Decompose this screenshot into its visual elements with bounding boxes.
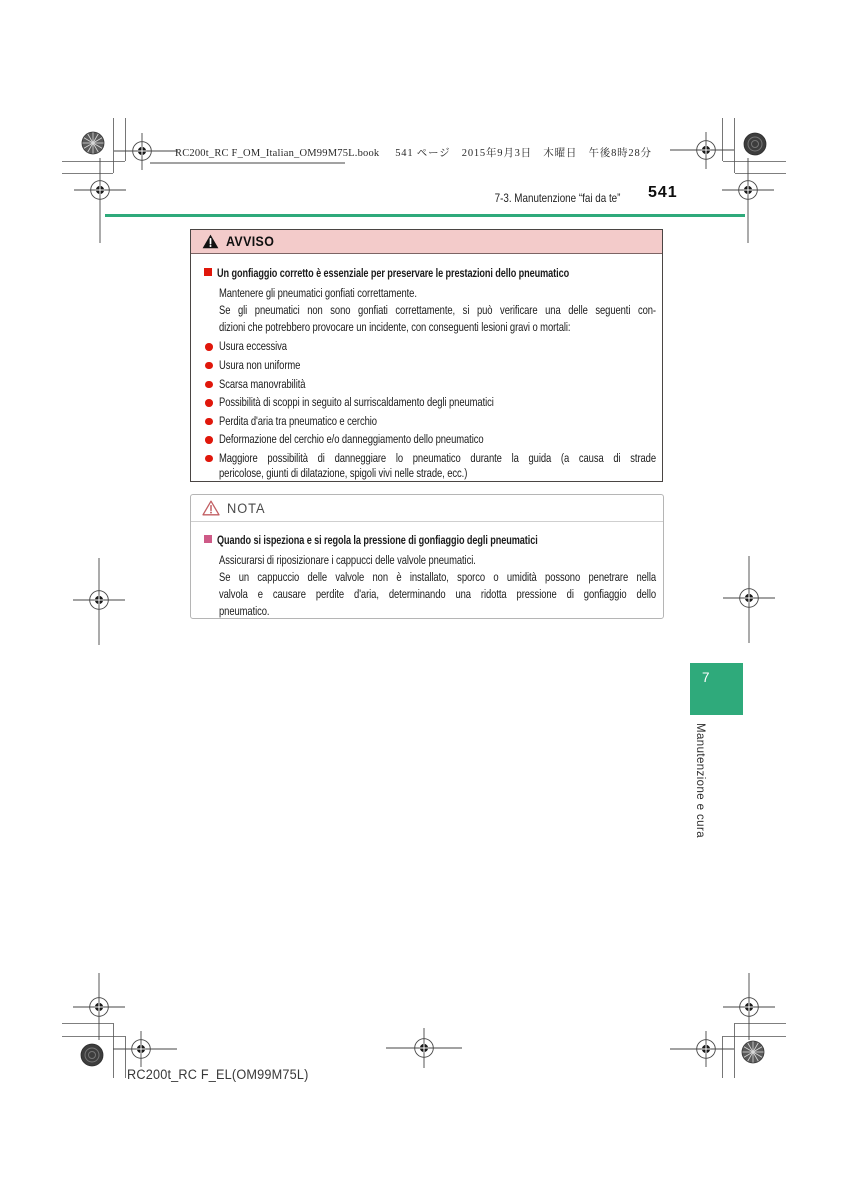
warning-intro: Mantenere gli pneumatici gonfiati correttamente. Se gli pneumatici non sono gonfiati correttamente, si può verificare una delle seguenti con- dizioni che potrebbero provocare un incidente, con conseguenti lesioni gravi o mortali:: [219, 286, 656, 334]
warning-bullet: Usura eccessiva: [191, 339, 662, 354]
chapter-title-vertical: Manutenzione e cura: [694, 723, 706, 839]
red-dot-bullet-icon: [205, 381, 213, 389]
warning-box: [190, 229, 663, 482]
trim-mark-bottom-left: [62, 1023, 126, 1078]
proof-file-name: RC200t_RC F_OM_Italian_OM99M75L.book: [175, 148, 380, 159]
color-patch-icon: [744, 133, 766, 155]
pink-square-bullet-icon: [204, 535, 212, 543]
warning-box-body: [191, 265, 662, 481]
red-square-bullet-icon: [204, 268, 212, 276]
color-patch-icon: [742, 1041, 764, 1063]
red-dot-bullet-icon: [205, 418, 213, 426]
warning-bullet: Possibilità di scoppi in seguito al surriscaldamento degli pneumatici: [191, 395, 662, 410]
proof-page-date: 541 ページ 2015年9月3日 木曜日 午後8時28分: [395, 148, 652, 159]
warning-box-title: AVVISO: [226, 234, 275, 249]
red-dot-bullet-icon: [205, 455, 213, 463]
trim-mark-top-right: [723, 118, 787, 174]
red-dot-bullet-icon: [205, 436, 213, 444]
red-dot-bullet-icon: [205, 362, 213, 370]
red-dot-bullet-icon: [205, 399, 213, 407]
notice-body-text: Assicurarsi di riposizionare i cappucci delle valvole pneumatici. Se un cappuccio delle valvole non è installato, sporco o umidità possono penetrare nella valvola e causare perdite d'aria, determinando una ridotta pressione di gonfiaggio dello pneumatico.: [219, 553, 656, 618]
section-title: 7-3. Manutenzione “fai da te”: [494, 191, 620, 205]
warning-triangle-icon: [202, 234, 219, 249]
trim-mark-top-left: [62, 118, 126, 174]
warning-bullet: Scarsa manovrabilità: [191, 377, 662, 392]
warning-bullet-list: [191, 339, 662, 481]
notice-box-title: NOTA: [227, 500, 266, 516]
trim-mark-bottom-right: [723, 1023, 787, 1078]
page-number: 541: [648, 184, 678, 201]
warning-bullet: Maggiore possibilità di danneggiare lo pneumatico durante la guida (a causa di strade pericolose, giunti di dilatazione, spigoli vivi nelle strade, ecc.): [191, 451, 662, 481]
notice-box-header: [191, 495, 663, 522]
red-dot-bullet-icon: [205, 343, 213, 351]
notice-box-body: [191, 532, 663, 620]
warning-heading: Un gonfiaggio corretto è essenziale per preservare le prestazioni dello pneumatico: [204, 265, 662, 282]
warning-bullet: Perdita d'aria tra pneumatico e cerchio: [191, 414, 662, 429]
warning-box-header: [191, 230, 662, 254]
notice-heading: Quando si ispeziona e si regola la pressione di gonfiaggio degli pneumatici: [204, 532, 663, 549]
header-rule: [105, 214, 745, 217]
chapter-tab: [690, 663, 743, 715]
footer-doc-code: RC200t_RC F_EL(OM99M75L): [127, 1067, 309, 1082]
chapter-number: 7: [702, 670, 710, 685]
warning-bullet: Usura non uniforme: [191, 358, 662, 373]
notice-triangle-icon: [202, 500, 220, 516]
proof-header: [175, 145, 652, 160]
color-patch-icon: [81, 1044, 103, 1066]
color-patch-icon: [82, 132, 104, 154]
notice-box: [190, 494, 664, 619]
warning-bullet: Deformazione del cerchio e/o danneggiamento dello pneumatico: [191, 432, 662, 447]
